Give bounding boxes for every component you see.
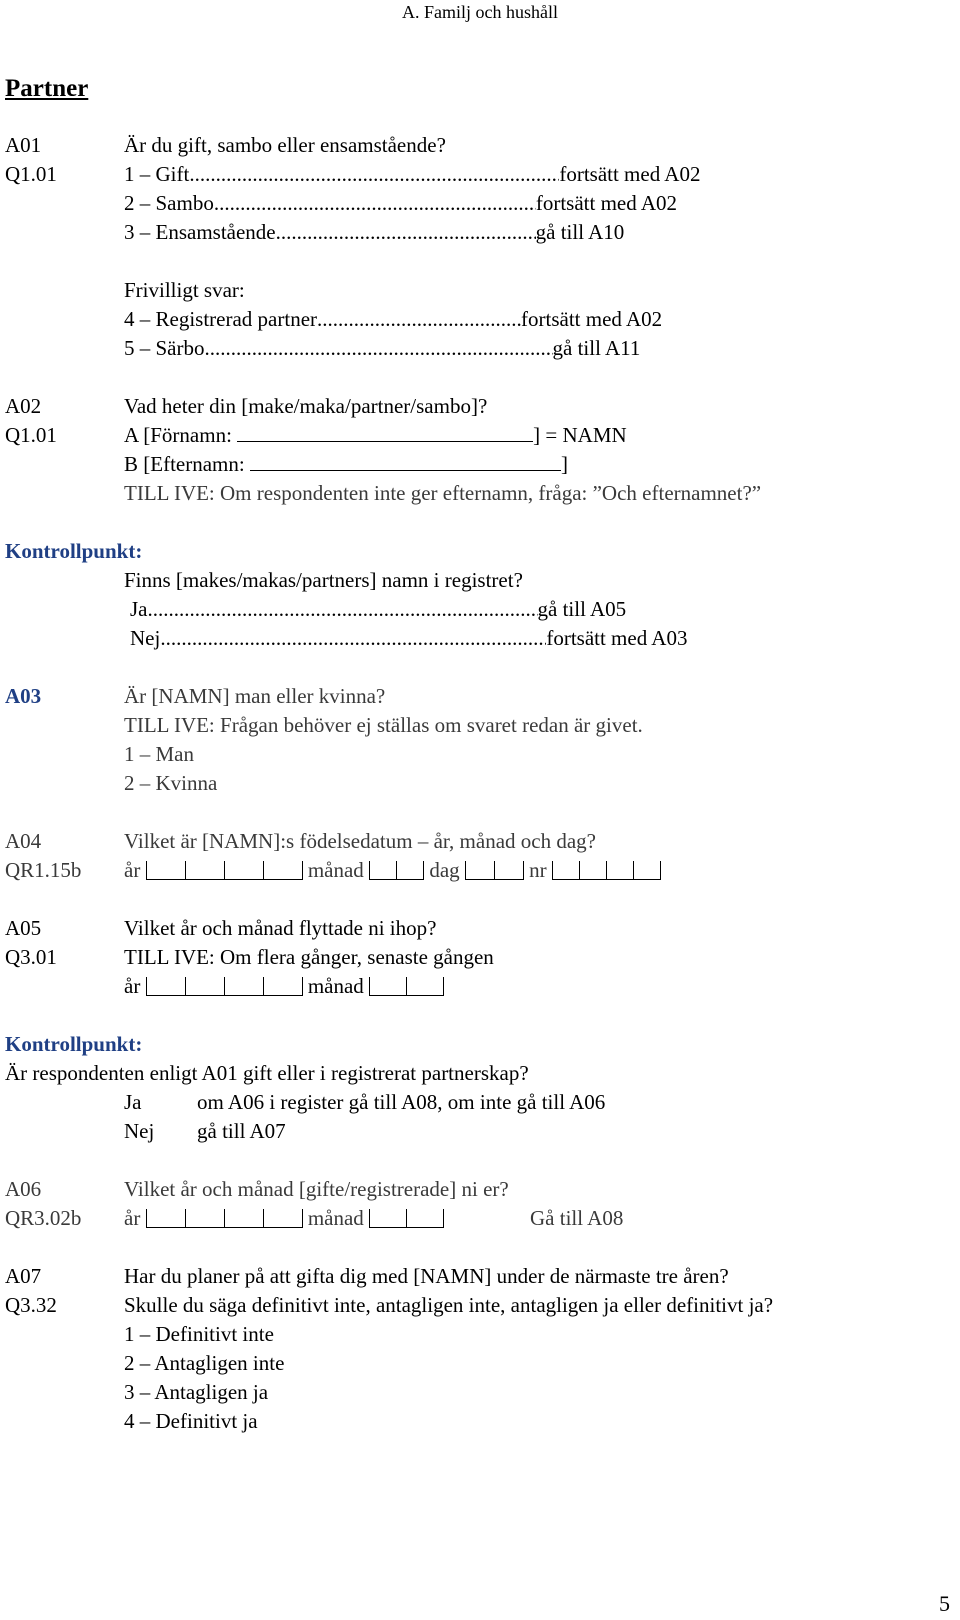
digit-box[interactable]	[263, 977, 303, 996]
running-header: A. Familj och hushåll	[402, 2, 558, 22]
question-text-2: Skulle du säga definitivt inte, antagligen inte, antagligen ja eller definitivt ja?	[124, 1293, 774, 1317]
question-text: Vad heter din [make/maka/partner/sambo]?	[124, 394, 488, 418]
month-label: månad	[307, 974, 364, 998]
last-name-row	[124, 452, 568, 476]
checkpoint-yes-action: om A06 i register gå till A08, om inte gå till A06	[197, 1090, 606, 1114]
question-code: Q1.01	[5, 423, 57, 447]
last-name-label: B [Efternamn:	[124, 452, 245, 476]
digit-box[interactable]	[224, 1209, 263, 1228]
option-label: 4 – Registrerad partner	[124, 307, 318, 331]
question-code: QR1.15b	[5, 858, 82, 882]
answer-option[interactable]: 3 – Antagligen ja	[124, 1380, 269, 1404]
question-code: Q3.01	[5, 945, 57, 969]
question-text: Vilket år och månad [gifte/registrerade] ni er?	[124, 1177, 509, 1201]
first-name-row	[124, 423, 627, 447]
question-code: QR3.02b	[5, 1206, 82, 1230]
digit-box[interactable]	[224, 861, 263, 880]
option-label: 2 – Sambo	[124, 191, 214, 215]
date-entry-row	[124, 858, 661, 882]
digit-box[interactable]	[406, 977, 444, 996]
checkpoint-label: Kontrollpunkt:	[5, 539, 143, 563]
option-label: Ja	[130, 597, 148, 621]
first-name-field[interactable]	[237, 423, 533, 442]
question-id: A01	[5, 133, 42, 157]
answer-option[interactable]	[124, 336, 640, 360]
month-label: månad	[307, 1206, 364, 1230]
digit-box[interactable]	[396, 861, 424, 880]
question-text: Är [NAMN] man eller kvinna?	[124, 684, 386, 708]
interviewer-note: TILL IVE: Om flera gånger, senaste gången	[124, 945, 494, 969]
dot-leader	[160, 626, 546, 650]
year-label: år	[124, 974, 141, 998]
checkpoint-yes[interactable]: Ja	[124, 1090, 142, 1114]
checkpoint-yes[interactable]	[130, 597, 626, 621]
goto-instruction: Gå till A08	[530, 1206, 624, 1230]
option-action: gå till A11	[552, 336, 641, 360]
digit-box[interactable]	[146, 861, 185, 880]
option-label: 1 – Gift	[124, 162, 190, 186]
first-name-suffix: ] = NAMN	[533, 423, 627, 447]
digit-box[interactable]	[406, 1209, 444, 1228]
question-id: A03	[5, 684, 42, 708]
option-action: fortsätt med A02	[521, 307, 663, 331]
checkpoint-no-action: gå till A07	[197, 1119, 286, 1143]
digit-box[interactable]	[185, 861, 224, 880]
option-action: gå till A05	[537, 597, 627, 621]
question-text: Vilket är [NAMN]:s födelsedatum – år, månad och dag?	[124, 829, 596, 853]
digit-box[interactable]	[263, 861, 303, 880]
last-name-suffix: ]	[560, 452, 568, 476]
dot-leader	[214, 191, 536, 215]
answer-option[interactable]	[124, 191, 677, 215]
checkpoint-text: Är respondenten enligt A01 gift eller i registrerat partnerskap?	[5, 1061, 529, 1085]
question-text: Har du planer på att gifta dig med [NAMN] under de närmaste tre åren?	[124, 1264, 729, 1288]
option-action: fortsätt med A02	[535, 191, 677, 215]
checkpoint-label: Kontrollpunkt:	[5, 1032, 143, 1056]
answer-option[interactable]: 4 – Definitivt ja	[124, 1409, 258, 1433]
digit-box[interactable]	[494, 861, 524, 880]
page-number: 5	[939, 1591, 950, 1616]
section-title: Partner	[5, 75, 89, 102]
digit-box[interactable]	[146, 1209, 185, 1228]
answer-option[interactable]: 1 – Man	[124, 742, 194, 766]
question-id: A05	[5, 916, 42, 940]
answer-option[interactable]: 1 – Definitivt inte	[124, 1322, 274, 1346]
dot-leader	[148, 597, 538, 621]
year-label: år	[124, 858, 141, 882]
answer-option[interactable]: 2 – Antagligen inte	[124, 1351, 285, 1375]
digit-box[interactable]	[465, 861, 494, 880]
digit-box[interactable]	[263, 1209, 303, 1228]
dot-leader	[276, 220, 536, 244]
option-label: 3 – Ensamstående	[124, 220, 276, 244]
question-code: Q1.01	[5, 162, 57, 186]
checkpoint-no[interactable]: Nej	[124, 1119, 155, 1143]
option-action: fortsätt med A02	[559, 162, 701, 186]
question-code: Q3.32	[5, 1293, 57, 1317]
dot-leader	[189, 162, 559, 186]
digit-box[interactable]	[369, 1209, 406, 1228]
option-action: fortsätt med A03	[546, 626, 688, 650]
date-entry-row	[124, 1206, 444, 1230]
digit-box[interactable]	[185, 1209, 224, 1228]
digit-box[interactable]	[633, 861, 661, 880]
question-id: A06	[5, 1177, 42, 1201]
digit-box[interactable]	[606, 861, 633, 880]
digit-box[interactable]	[369, 977, 406, 996]
interviewer-note: TILL IVE: Frågan behöver ej ställas om svaret redan är givet.	[124, 713, 643, 737]
answer-option[interactable]	[124, 162, 700, 186]
nr-label: nr	[529, 858, 547, 882]
year-label: år	[124, 1206, 141, 1230]
answer-option[interactable]	[124, 220, 624, 244]
digit-box[interactable]	[146, 977, 185, 996]
dot-leader	[317, 307, 521, 331]
question-id: A07	[5, 1264, 42, 1288]
answer-option[interactable]	[124, 307, 662, 331]
digit-box[interactable]	[579, 861, 606, 880]
checkpoint-no[interactable]	[130, 626, 687, 650]
question-text: Är du gift, sambo eller ensamstående?	[124, 133, 446, 157]
month-label: månad	[307, 858, 364, 882]
digit-box[interactable]	[552, 861, 579, 880]
option-label: Nej	[130, 626, 161, 650]
option-action: gå till A10	[535, 220, 625, 244]
option-label: 5 – Särbo	[124, 336, 205, 360]
checkpoint-text: Finns [makes/makas/partners] namn i registret?	[124, 568, 523, 592]
digit-box[interactable]	[224, 977, 263, 996]
date-entry-row	[124, 974, 444, 998]
answer-option[interactable]: 2 – Kvinna	[124, 771, 218, 795]
question-id: A02	[5, 394, 42, 418]
digit-box[interactable]	[185, 977, 224, 996]
question-text: Vilket år och månad flyttade ni ihop?	[124, 916, 437, 940]
digit-box[interactable]	[369, 861, 396, 880]
interviewer-note: TILL IVE: Om respondenten inte ger efternamn, fråga: ”Och efternamnet?”	[124, 481, 762, 505]
first-name-label: A [Förnamn:	[124, 423, 232, 447]
last-name-field[interactable]	[250, 452, 561, 471]
day-label: dag	[429, 858, 460, 882]
question-id: A04	[5, 829, 42, 853]
voluntary-label: Frivilligt svar:	[124, 278, 245, 302]
dot-leader	[205, 336, 553, 360]
